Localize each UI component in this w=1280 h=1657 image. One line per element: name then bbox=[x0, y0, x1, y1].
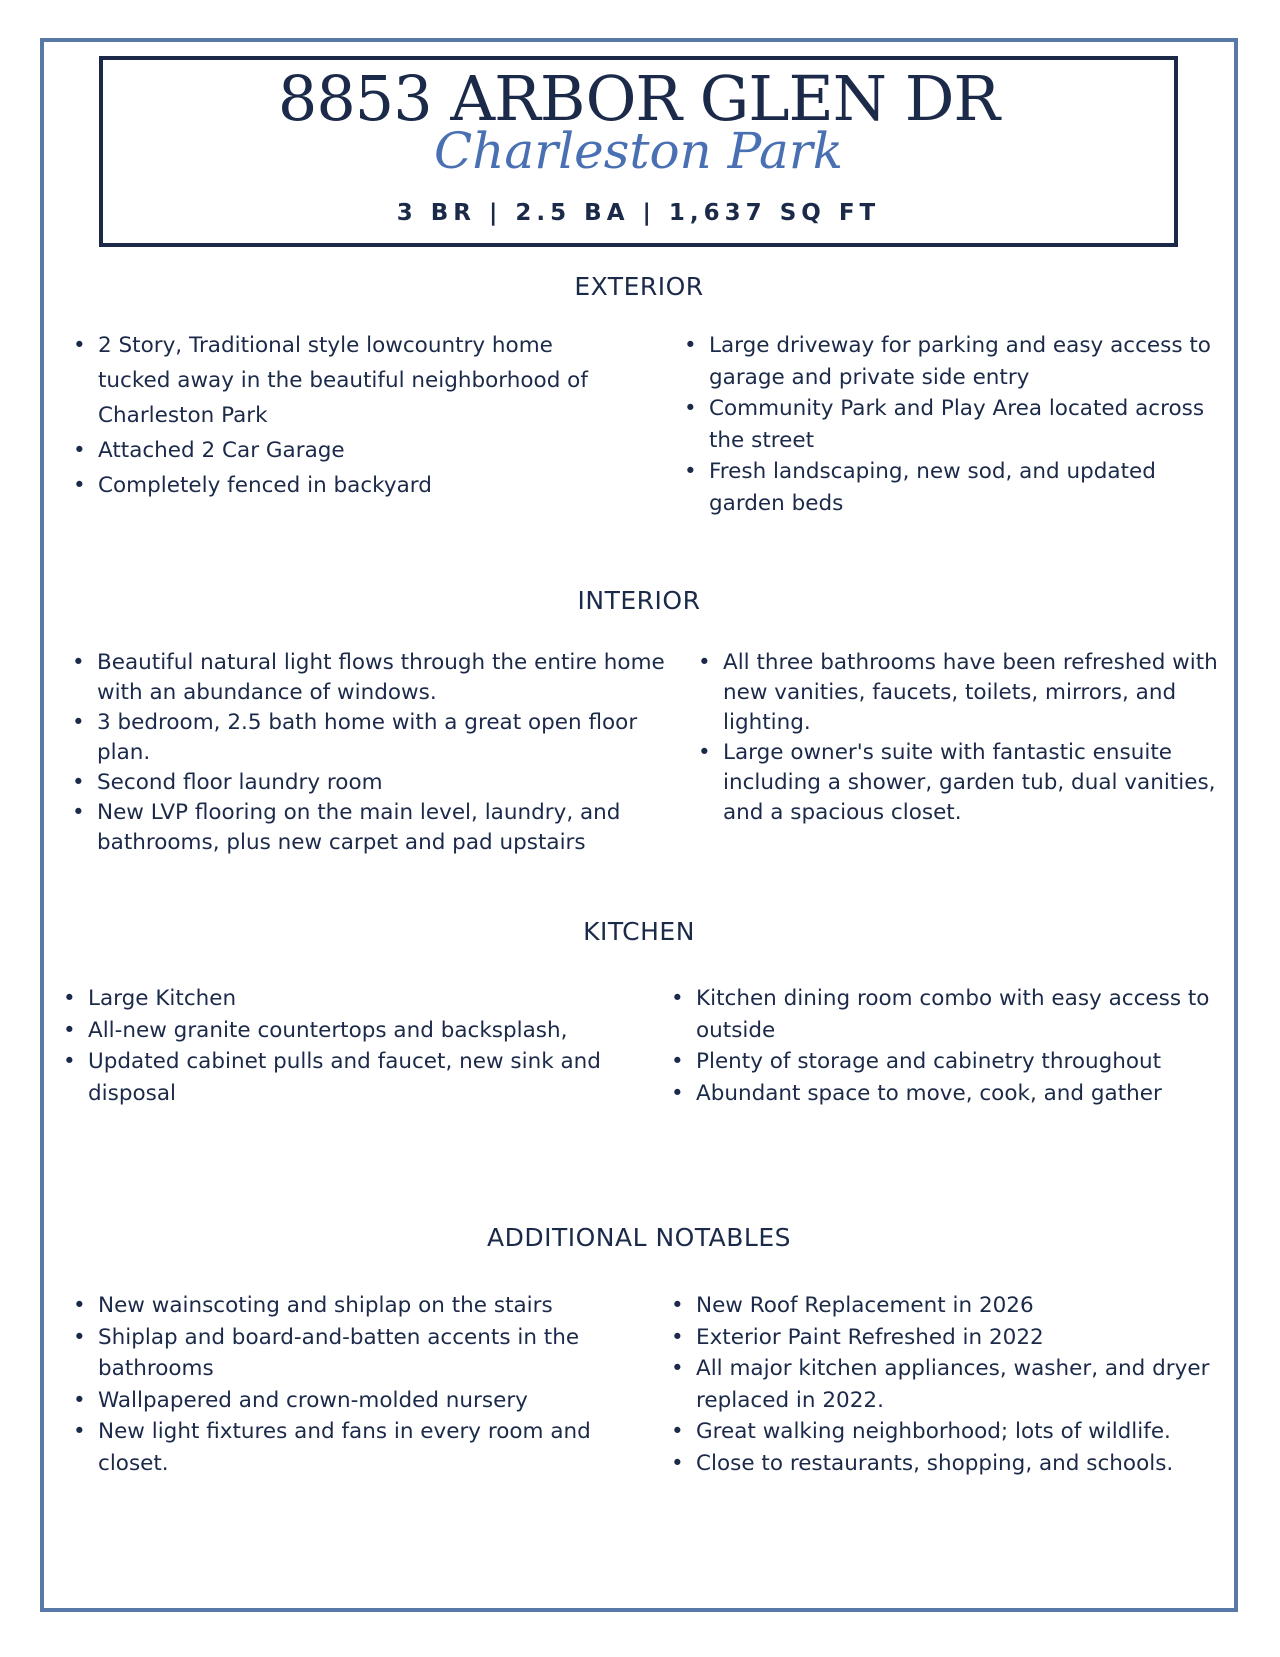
list-item bbox=[72, 768, 667, 798]
bullet-icon: • bbox=[684, 333, 697, 358]
list-item bbox=[684, 393, 1219, 456]
kitchen-left-list bbox=[63, 983, 668, 1109]
bullet-icon: • bbox=[73, 1324, 86, 1350]
list-item-text: Plenty of storage and cabinetry throughout bbox=[696, 1049, 1162, 1074]
interior-left-list bbox=[72, 648, 667, 858]
bullet-icon: • bbox=[63, 1017, 76, 1043]
list-item bbox=[698, 648, 1228, 738]
list-item-text: Fresh landscaping, new sod, and updated garden beds bbox=[709, 459, 1156, 516]
kitchen-right-list bbox=[671, 983, 1216, 1109]
header-box bbox=[99, 56, 1178, 247]
list-item-text: New LVP flooring on the main level, laundry, and bathrooms, plus new carpet and pad upstairs bbox=[97, 800, 621, 855]
section-title-kitchen: KITCHEN bbox=[583, 917, 695, 946]
bullet-icon: • bbox=[73, 1293, 86, 1318]
list-item-text: 2 Story, Traditional style lowcountry home tucked away in the beautiful neighborhood of Charleston Park bbox=[98, 333, 588, 428]
bullet-icon: • bbox=[63, 986, 76, 1011]
list-item bbox=[671, 1290, 1226, 1322]
bullet-icon: • bbox=[671, 1049, 684, 1074]
list-item bbox=[698, 738, 1228, 828]
bullet-icon: • bbox=[72, 650, 85, 675]
list-item-text: All three bathrooms have been refreshed with new vanities, faucets, toilets, mirrors, and lighting. bbox=[723, 650, 1218, 735]
exterior-left-list bbox=[73, 328, 618, 503]
additional-right-list bbox=[671, 1290, 1226, 1479]
bullet-icon: • bbox=[671, 1419, 684, 1444]
list-item bbox=[671, 1353, 1226, 1416]
bullet-icon: • bbox=[671, 986, 684, 1011]
list-item bbox=[684, 456, 1219, 519]
bullet-icon: • bbox=[72, 770, 85, 795]
property-stats: 3 BR | 2.5 BA | 1,637 SQ FT bbox=[396, 200, 881, 226]
bullet-icon: • bbox=[73, 1387, 86, 1413]
section-title-exterior: EXTERIOR bbox=[574, 272, 704, 301]
list-item-text: Updated cabinet pulls and faucet, new sink and disposal bbox=[88, 1049, 601, 1106]
bullet-icon: • bbox=[684, 459, 697, 484]
list-item-text: Large owner's suite with fantastic ensuite including a shower, garden tub, dual vanities, and a spacious closet. bbox=[723, 740, 1216, 825]
list-item-text: Beautiful natural light flows through the entire home with an abundance of windows. bbox=[97, 650, 665, 705]
list-item-text: New Roof Replacement in 2026 bbox=[696, 1293, 1034, 1318]
list-item-text: 3 bedroom, 2.5 bath home with a great open floor plan. bbox=[97, 710, 638, 765]
bullet-icon: • bbox=[684, 396, 697, 421]
list-item-text: New light fixtures and fans in every room and closet. bbox=[98, 1419, 591, 1476]
bullet-icon: • bbox=[73, 473, 86, 498]
list-item bbox=[73, 1385, 638, 1417]
bullet-icon: • bbox=[72, 710, 85, 735]
subdivision-name: Charleston Park bbox=[433, 122, 844, 180]
list-item bbox=[684, 330, 1219, 393]
list-item bbox=[671, 1322, 1226, 1354]
list-item bbox=[73, 468, 618, 503]
list-item-text: Community Park and Play Area located across the street bbox=[709, 396, 1205, 453]
list-item bbox=[671, 1046, 1216, 1078]
list-item-text: Large driveway for parking and easy access to garage and private side entry bbox=[709, 333, 1211, 390]
list-item-text: Attached 2 Car Garage bbox=[98, 438, 345, 463]
list-item-text: New wainscoting and shiplap on the stairs bbox=[98, 1293, 553, 1318]
bullet-icon: • bbox=[671, 1080, 684, 1106]
list-item bbox=[73, 1416, 638, 1479]
list-item bbox=[73, 1322, 638, 1385]
additional-left-list bbox=[73, 1290, 638, 1479]
list-item-text: Abundant space to move, cook, and gather bbox=[696, 1080, 1162, 1106]
list-item bbox=[671, 983, 1216, 1046]
bullet-icon: • bbox=[63, 1049, 76, 1074]
bullet-icon: • bbox=[671, 1356, 684, 1381]
list-item-text: Wallpapered and crown-molded nursery bbox=[98, 1387, 528, 1413]
list-item bbox=[63, 1015, 668, 1047]
list-item bbox=[72, 798, 667, 858]
list-item bbox=[73, 1290, 638, 1322]
bullet-icon: • bbox=[73, 333, 86, 358]
list-item bbox=[73, 328, 618, 433]
bullet-icon: • bbox=[73, 1419, 86, 1444]
list-item-text: Close to restaurants, shopping, and schools. bbox=[696, 1450, 1174, 1476]
list-item bbox=[671, 1416, 1226, 1448]
bullet-icon: • bbox=[671, 1293, 684, 1318]
bullet-icon: • bbox=[671, 1450, 684, 1476]
list-item bbox=[671, 1448, 1226, 1480]
list-item-text: All-new granite countertops and backsplash, bbox=[88, 1017, 568, 1043]
list-item bbox=[671, 1078, 1216, 1110]
section-title-additional: ADDITIONAL NOTABLES bbox=[486, 1223, 792, 1252]
section-title-interior: INTERIOR bbox=[577, 586, 701, 615]
property-address: 8853 ARBOR GLEN DR bbox=[277, 62, 1000, 135]
list-item-text: Exterior Paint Refreshed in 2022 bbox=[696, 1324, 1044, 1350]
bullet-icon: • bbox=[72, 800, 85, 825]
bullet-icon: • bbox=[698, 650, 711, 675]
list-item-text: Second floor laundry room bbox=[97, 770, 383, 795]
bullet-icon: • bbox=[671, 1324, 684, 1350]
bullet-icon: • bbox=[698, 740, 711, 765]
list-item bbox=[72, 648, 667, 708]
list-item bbox=[72, 708, 667, 768]
bullet-icon: • bbox=[73, 438, 86, 463]
list-item bbox=[63, 1046, 668, 1109]
list-item-text: All major kitchen appliances, washer, and dryer replaced in 2022. bbox=[696, 1356, 1210, 1413]
list-item bbox=[63, 983, 668, 1015]
list-item-text: Large Kitchen bbox=[88, 986, 237, 1011]
list-item-text: Kitchen dining room combo with easy access to outside bbox=[696, 986, 1210, 1043]
list-item-text: Shiplap and board-and-batten accents in the bathrooms bbox=[98, 1324, 580, 1381]
exterior-right-list bbox=[684, 330, 1219, 519]
list-item-text: Great walking neighborhood; lots of wildlife. bbox=[696, 1419, 1171, 1444]
list-item-text: Completely fenced in backyard bbox=[98, 473, 432, 498]
interior-right-list bbox=[698, 648, 1228, 828]
list-item bbox=[73, 433, 618, 468]
